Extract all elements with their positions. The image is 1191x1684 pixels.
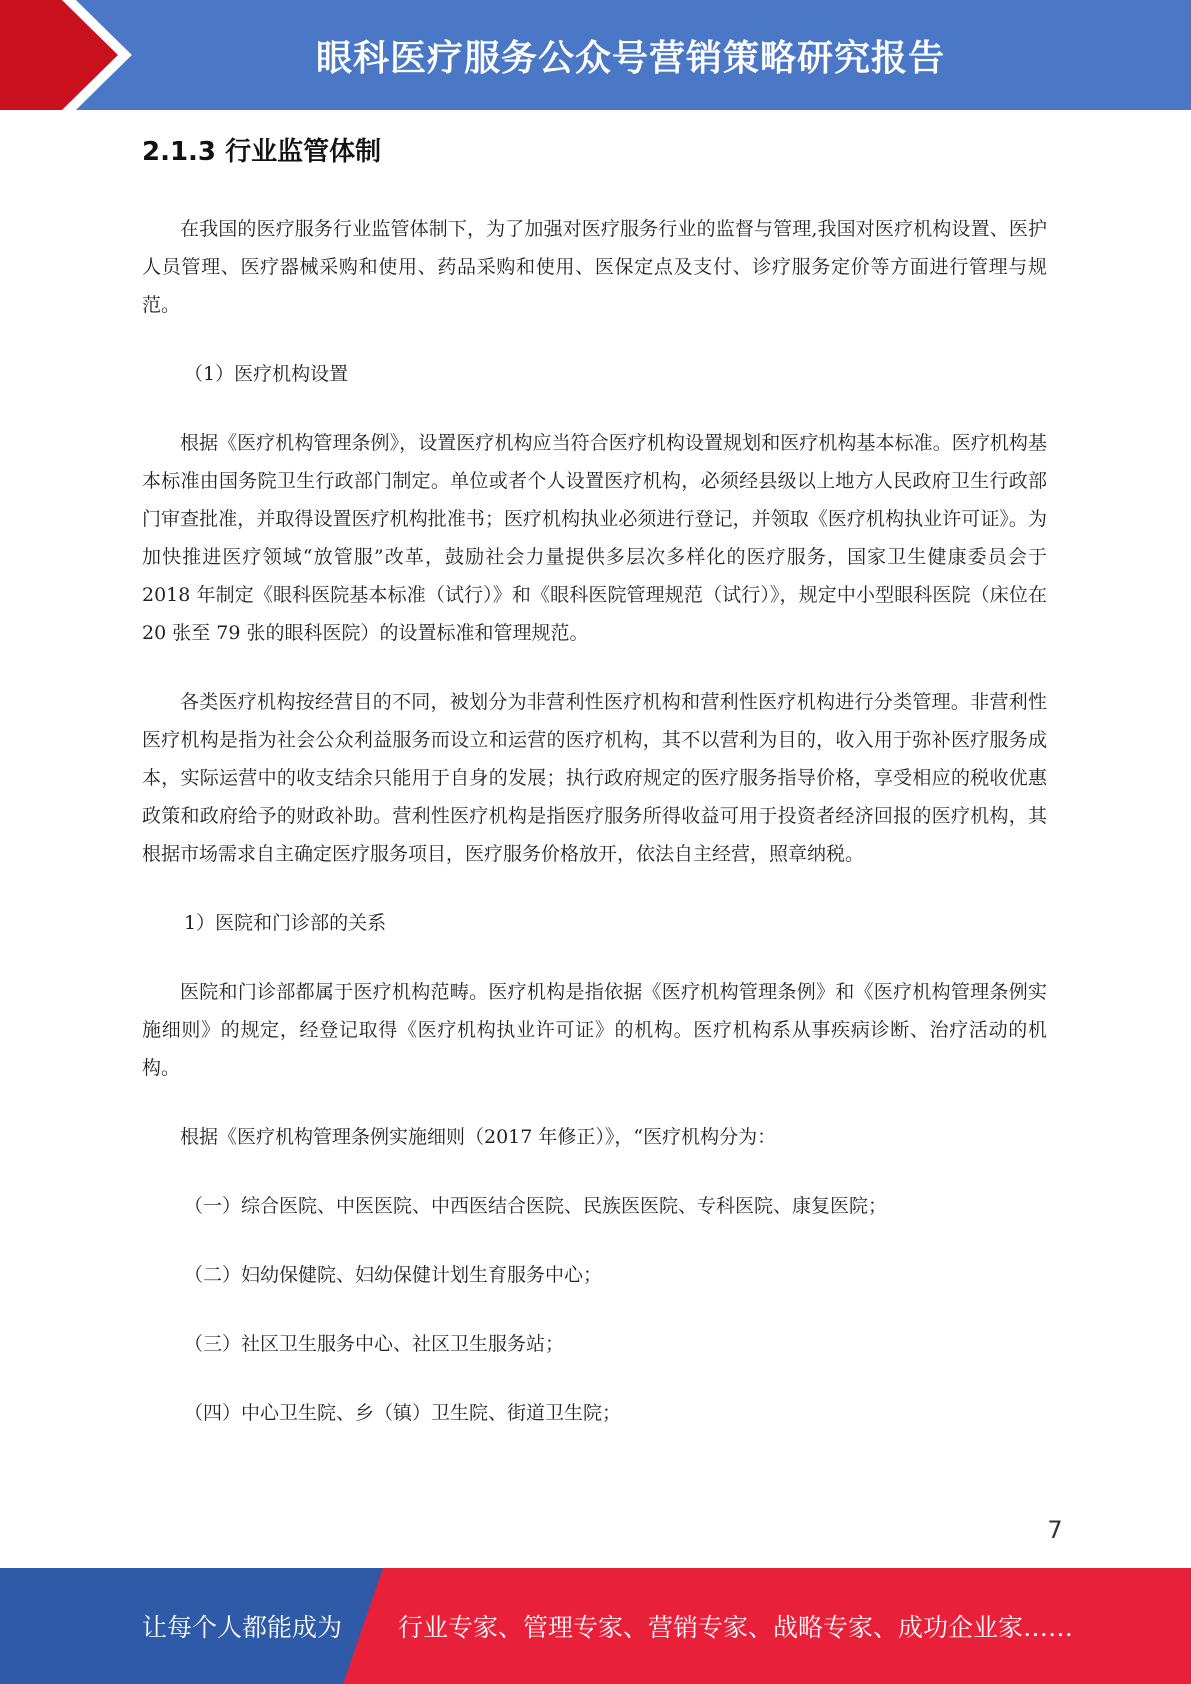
list-item: （四）中心卫生院、乡（镇）卫生院、街道卫生院； <box>184 1402 622 1424</box>
paragraph-profit-classification: 各类医疗机构按经营目的不同，被划分为非营利性医疗机构和营利性医疗机构进行分类管理。非营利性医疗机构是指为社会公众利益服务而设立和运营的医疗机构，其不以营利为目的，收入用于弥补医疗服务成本，实际运营中的收支结余只能用于自身的发展；执行政府规定的医疗服务指导价格，享受相应的税收优惠政策和政府给予的财政补助。营利性医疗机构是指医疗服务所得收益可用于投资者经济回报的医疗机构，其根据市场需求自主确定医疗服务项目，医疗服务价格放开，依法自主经营，照章纳税。 <box>142 691 1047 865</box>
subheading-hospital-clinic: 1）医院和门诊部的关系 <box>184 912 387 934</box>
paragraph-hospital-clinic: 医院和门诊部都属于医疗机构范畴。医疗机构是指依据《医疗机构管理条例》和《医疗机构管理条例实施细则》的规定，经登记取得《医疗机构执业许可证》的机构。医疗机构系从事疾病诊断、治疗活动的机构。 <box>142 981 1047 1079</box>
paragraph-institution-regulations: 根据《医疗机构管理条例》，设置医疗机构应当符合医疗机构设置规划和医疗机构基本标准。医疗机构基本标准由国务院卫生行政部门制定。单位或者个人设置医疗机构，必须经县级以上地方人民政府卫生行政部门审查批准，并取得设置医疗机构批准书；医疗机构执业必须进行登记，并领取《医疗机构执业许可证》。为加快推进医疗领域“放管服”改革，鼓励社会力量提供多层次多样化的医疗服务，国家卫生健康委员会于 2018 年制定《眼科医院基本标准（试行）》和《眼科医院管理规范（试行）》，规定中小型眼科医院（床位在 20 张至 79 张的眼科医院）的设置标准和管理规范。 <box>142 432 1047 644</box>
report-title: 眼科医疗服务公众号营销策略研究报告 <box>315 37 945 79</box>
header-chevron-decoration <box>0 0 160 110</box>
page-header <box>0 0 1191 110</box>
page-content <box>142 128 1047 1432</box>
paragraph-classification-intro: 根据《医疗机构管理条例实施细则（2017 年修正）》，“医疗机构分为： <box>180 1126 777 1148</box>
footer-slogan-left: 让每个人都能成为 <box>142 1613 343 1642</box>
list-item: （三）社区卫生服务中心、社区卫生服务站； <box>184 1333 565 1355</box>
list-item: （一）综合医院、中医医院、中西医结合医院、民族医医院、专科医院、康复医院； <box>184 1195 888 1217</box>
list-item: （二）妇幼保健院、妇幼保健计划生育服务中心； <box>184 1264 603 1286</box>
page-footer <box>0 1568 1191 1684</box>
paragraph-regulation-intro: 在我国的医疗服务行业监管体制下，为了加强对医疗服务行业的监督与管理,我国对医疗机构设置、医护人员管理、医疗器械采购和使用、药品采购和使用、医保定点及支付、诊疗服务定价等方面进行管理与规范。 <box>142 218 1047 316</box>
subheading-institution-setup: （1）医疗机构设置 <box>184 363 349 385</box>
footer-slogan-right: 行业专家、管理专家、营销专家、战略专家、成功企业家…… <box>398 1613 1074 1642</box>
section-heading: 2.1.3 行业监管体制 <box>142 137 382 167</box>
page-number: 7 <box>1047 1516 1063 1544</box>
